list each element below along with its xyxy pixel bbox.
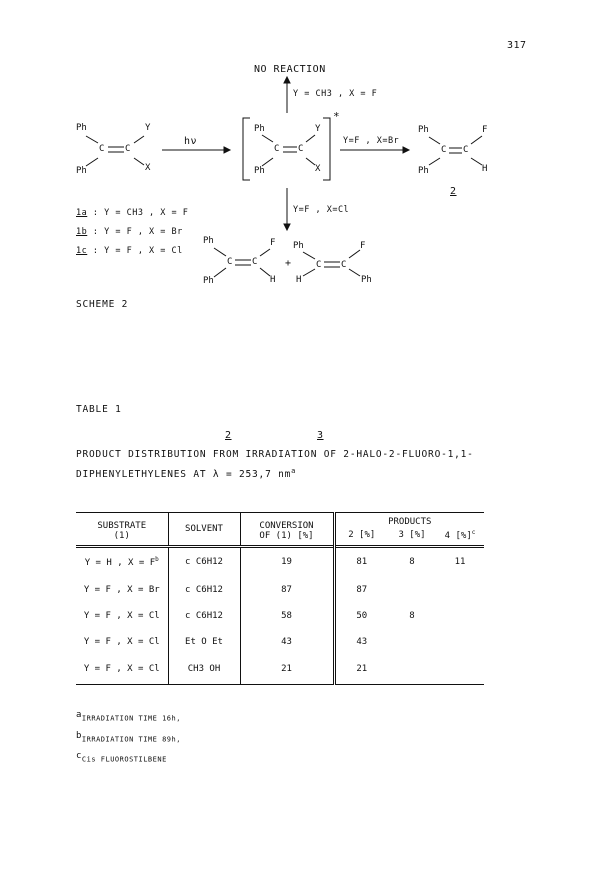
no-reaction-text: NO REACTION bbox=[254, 64, 326, 75]
atom-ph: Ph bbox=[254, 166, 265, 176]
footnote-text: IRRADIATION TIME 89h, bbox=[81, 735, 181, 744]
atom-ph: Ph bbox=[418, 166, 429, 176]
atom-h: H bbox=[296, 275, 302, 285]
atom-f: F bbox=[270, 238, 276, 248]
footnote-mark: a bbox=[76, 710, 82, 720]
cell-conversion: 58 bbox=[240, 603, 334, 629]
atom-ph: Ph bbox=[418, 125, 429, 135]
product-label: 2 bbox=[450, 186, 457, 197]
substrate-note: b bbox=[155, 556, 159, 564]
header-p4-label: 4 [%] bbox=[444, 531, 472, 541]
cell-p3 bbox=[388, 655, 436, 685]
footnote-mark: c bbox=[76, 751, 82, 761]
cell-conversion: 21 bbox=[240, 655, 334, 685]
cell-conversion: 19 bbox=[240, 547, 334, 577]
atom-ph: Ph bbox=[76, 166, 87, 176]
cell-solvent: c C6H12 bbox=[168, 577, 240, 603]
header-conversion-sub: OF (1) [%] bbox=[259, 531, 314, 541]
condition-right: Y=F , X=Br bbox=[343, 136, 400, 146]
table-row bbox=[76, 577, 484, 603]
cell-p2: 81 bbox=[356, 557, 368, 568]
compound-1c bbox=[76, 246, 183, 256]
atom-h: H bbox=[270, 275, 276, 285]
cell-substrate bbox=[76, 547, 168, 577]
header-substrate-label: SUBSTRATE bbox=[97, 521, 147, 531]
atom-c: C bbox=[316, 260, 322, 270]
cell-p4 bbox=[436, 629, 484, 655]
header-p3: 3 [%] bbox=[398, 530, 426, 540]
atom-f: F bbox=[360, 241, 366, 251]
atom-c: C bbox=[227, 257, 233, 267]
cell-p3: 8 bbox=[409, 557, 415, 568]
cell-p3: 8 bbox=[409, 610, 415, 621]
atom-ph: Ph bbox=[361, 275, 372, 285]
atom-c: C bbox=[441, 145, 447, 155]
cell-p3 bbox=[388, 577, 436, 603]
atom-c: C bbox=[298, 144, 304, 154]
header-p4-note: c bbox=[471, 529, 476, 536]
footnote bbox=[76, 751, 167, 763]
compound-id: 1c bbox=[76, 246, 88, 256]
table-row bbox=[76, 655, 484, 685]
compound-1b bbox=[76, 227, 183, 237]
cell-p4 bbox=[436, 655, 484, 685]
atom-c: C bbox=[463, 145, 469, 155]
hv-label: hν bbox=[184, 136, 198, 147]
substrate-text: Y = H , X = F bbox=[84, 558, 156, 569]
ref-2: 2 bbox=[225, 430, 232, 441]
header-conversion bbox=[240, 513, 334, 547]
header-p4 bbox=[436, 527, 484, 547]
atom-x: X bbox=[145, 163, 151, 173]
cell-substrate: Y = F , X = Br bbox=[76, 577, 168, 603]
atom-ph: Ph bbox=[293, 241, 304, 251]
cell-conversion: 43 bbox=[240, 629, 334, 655]
table-title-text: DIPHENYLETHYLENES AT λ = 253,7 nm bbox=[76, 469, 292, 481]
atom-y: Y bbox=[145, 123, 151, 133]
cell-conversion: 87 bbox=[240, 577, 334, 603]
atom-ph: Ph bbox=[76, 123, 87, 133]
atom-c: C bbox=[341, 260, 347, 270]
footnote-text: IRRADIATION TIME 16h, bbox=[81, 714, 181, 723]
atom-ph: Ph bbox=[254, 124, 265, 134]
condition-down: Y=F , X=Cl bbox=[293, 205, 350, 215]
table-title-line1: PRODUCT DISTRIBUTION FROM IRRADIATION OF 2-HALO-2-FLUORO-1,1- bbox=[76, 449, 474, 460]
cell-p4 bbox=[436, 603, 484, 629]
atom-ph: Ph bbox=[203, 276, 214, 286]
compound-id: 1b bbox=[76, 227, 88, 237]
excited-state-star: * bbox=[333, 110, 341, 123]
atom-h: H bbox=[482, 164, 488, 174]
cell-p2: 21 bbox=[356, 664, 368, 675]
compound-id: 1a bbox=[76, 208, 88, 218]
cell-p3 bbox=[388, 629, 436, 655]
header-substrate bbox=[76, 513, 168, 547]
scheme-caption: SCHEME 2 bbox=[76, 299, 129, 310]
cell-solvent: CH3 OH bbox=[168, 655, 240, 685]
compound-desc: : Y = F , X = Br bbox=[92, 227, 183, 237]
atom-c: C bbox=[125, 144, 131, 154]
atom-c: C bbox=[274, 144, 280, 154]
table-title-note: a bbox=[291, 467, 297, 475]
cell-substrate: Y = F , X = Cl bbox=[76, 603, 168, 629]
footnote-text: Cis FLUOROSTILBENE bbox=[81, 755, 167, 764]
compound-desc: : Y = F , X = Cl bbox=[92, 246, 183, 256]
compound-desc: : Y = CH3 , X = F bbox=[92, 208, 189, 218]
atom-x: X bbox=[315, 164, 321, 174]
plus-sign: + bbox=[285, 258, 292, 269]
table-row bbox=[76, 547, 484, 577]
cell-p4: 11 bbox=[454, 557, 466, 568]
ref-3: 3 bbox=[317, 430, 324, 441]
header-substrate-sub: (1) bbox=[113, 531, 130, 541]
cell-solvent: c C6H12 bbox=[168, 603, 240, 629]
cell-p2: 43 bbox=[356, 636, 368, 647]
cell-p4 bbox=[436, 577, 484, 603]
footnote-mark: b bbox=[76, 731, 82, 741]
atom-c: C bbox=[252, 257, 258, 267]
cell-solvent: c C6H12 bbox=[168, 547, 240, 577]
header-conversion-label: CONVERSION bbox=[259, 521, 314, 531]
table-row bbox=[76, 629, 484, 655]
cell-p2: 50 bbox=[356, 610, 368, 621]
atom-f: F bbox=[482, 125, 488, 135]
cell-substrate: Y = F , X = Cl bbox=[76, 629, 168, 655]
header-products: PRODUCTS bbox=[388, 517, 432, 527]
condition-up: Y = CH3 , X = F bbox=[293, 89, 378, 99]
header-solvent: SOLVENT bbox=[168, 513, 240, 547]
product-distribution-table bbox=[76, 512, 484, 685]
atom-c: C bbox=[99, 144, 105, 154]
header-p2: 2 [%] bbox=[348, 530, 376, 540]
compound-1a bbox=[76, 208, 188, 218]
table-label: TABLE 1 bbox=[76, 404, 122, 415]
cell-solvent: Et O Et bbox=[168, 629, 240, 655]
cell-substrate: Y = F , X = Cl bbox=[76, 655, 168, 685]
atom-ph: Ph bbox=[203, 236, 214, 246]
footnote bbox=[76, 731, 181, 743]
cell-p2: 87 bbox=[356, 584, 368, 595]
table-row bbox=[76, 603, 484, 629]
table-title-line2 bbox=[76, 467, 296, 480]
footnote bbox=[76, 710, 181, 722]
atom-y: Y bbox=[315, 124, 321, 134]
page-number: 317 bbox=[507, 40, 527, 51]
